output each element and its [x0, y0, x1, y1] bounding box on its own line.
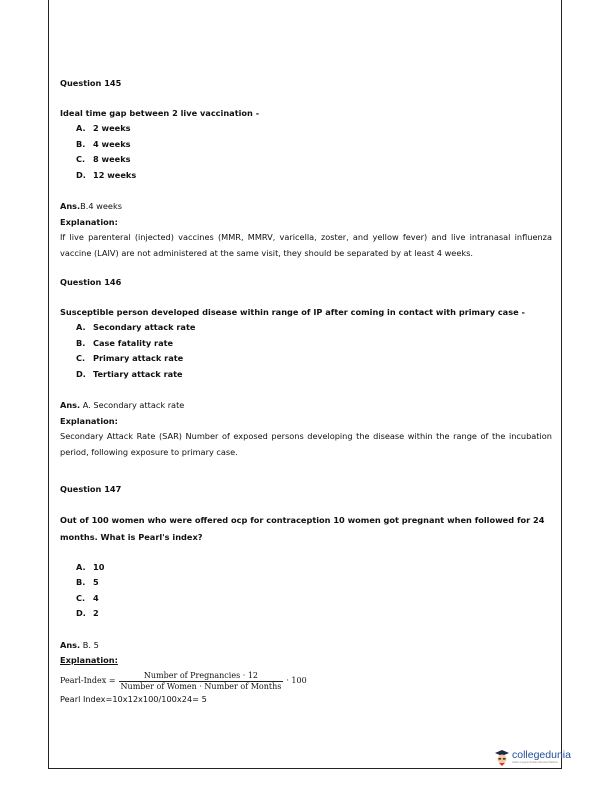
option: C. 8 weeks [76, 154, 131, 164]
question-146-explanation-label: Explanation: [60, 415, 118, 426]
question-147-answer: Ans. B. 5 [60, 639, 99, 650]
option: D. Tertiary attack rate [76, 368, 183, 379]
option: B. 5 [76, 577, 99, 587]
option: D. 12 weeks [76, 169, 137, 180]
question-145-explanation-label: Explanation: [60, 216, 118, 227]
graduate-mascot-icon [494, 748, 510, 766]
question-147-title: Question 147 [60, 484, 122, 494]
document-content [60, 76, 552, 707]
option: C. Primary attack rate [76, 353, 184, 363]
option: A. Secondary attack rate [76, 322, 196, 332]
pearl-index-formula [60, 671, 552, 692]
question-147-options [60, 560, 552, 622]
option: D. 2 [76, 608, 99, 618]
option: A. 10 [76, 561, 105, 572]
option: B. 4 weeks [76, 138, 131, 149]
collegedunia-logo [494, 748, 571, 766]
question-146-answer: Ans. A. Secondary attack rate [60, 400, 185, 410]
option: B. Case fatality rate [76, 337, 174, 348]
question-146-explanation: Secondary Attack Rate (SAR) Number of exposed persons developing the disease within the range of the incubation period, following exposure to primary case. [60, 431, 552, 457]
question-145-text: Ideal time gap between 2 live vaccination - [60, 107, 260, 118]
question-146-options [60, 320, 552, 382]
formula-numerator: Number of Pregnancies · 12 [143, 670, 258, 680]
question-145-options [60, 121, 552, 183]
question-146-text: Susceptible person developed disease within range of IP after coming in contact with primary case - [60, 306, 525, 317]
pearl-index-calculation: Pearl Index=10x12x100/100x24= 5 [60, 693, 207, 704]
question-145-title: Question 145 [60, 78, 122, 88]
formula-fraction [119, 671, 284, 692]
brand-name: collegedunia [512, 749, 571, 761]
brand-tagline: India's Largest Student Review Platform [512, 761, 559, 764]
formula-lhs: Pearl-Index = [60, 676, 116, 686]
formula-rhs: · 100 [286, 676, 307, 686]
question-146-title: Question 146 [60, 277, 122, 287]
question-147-text: Out of 100 women who were offered ocp for contraception 10 women got pregnant when followed for 24 months. What is Pearl's index? [60, 514, 545, 542]
option: A. 2 weeks [76, 123, 131, 133]
option: C. 4 [76, 592, 99, 603]
formula-denominator: Number of Women · Number of Months [120, 681, 282, 691]
question-145-explanation: If live parenteral (injected) vaccines (MMR, MMRV, varicella, zoster, and yellow fever) and live intranasal influenza vaccine (LAIV) are not administered at the same visit, they should be separated by at least 4 weeks. [60, 232, 552, 258]
question-147-explanation-label: Explanation: [60, 655, 118, 665]
question-145-answer: Ans.B.4 weeks [60, 201, 122, 211]
